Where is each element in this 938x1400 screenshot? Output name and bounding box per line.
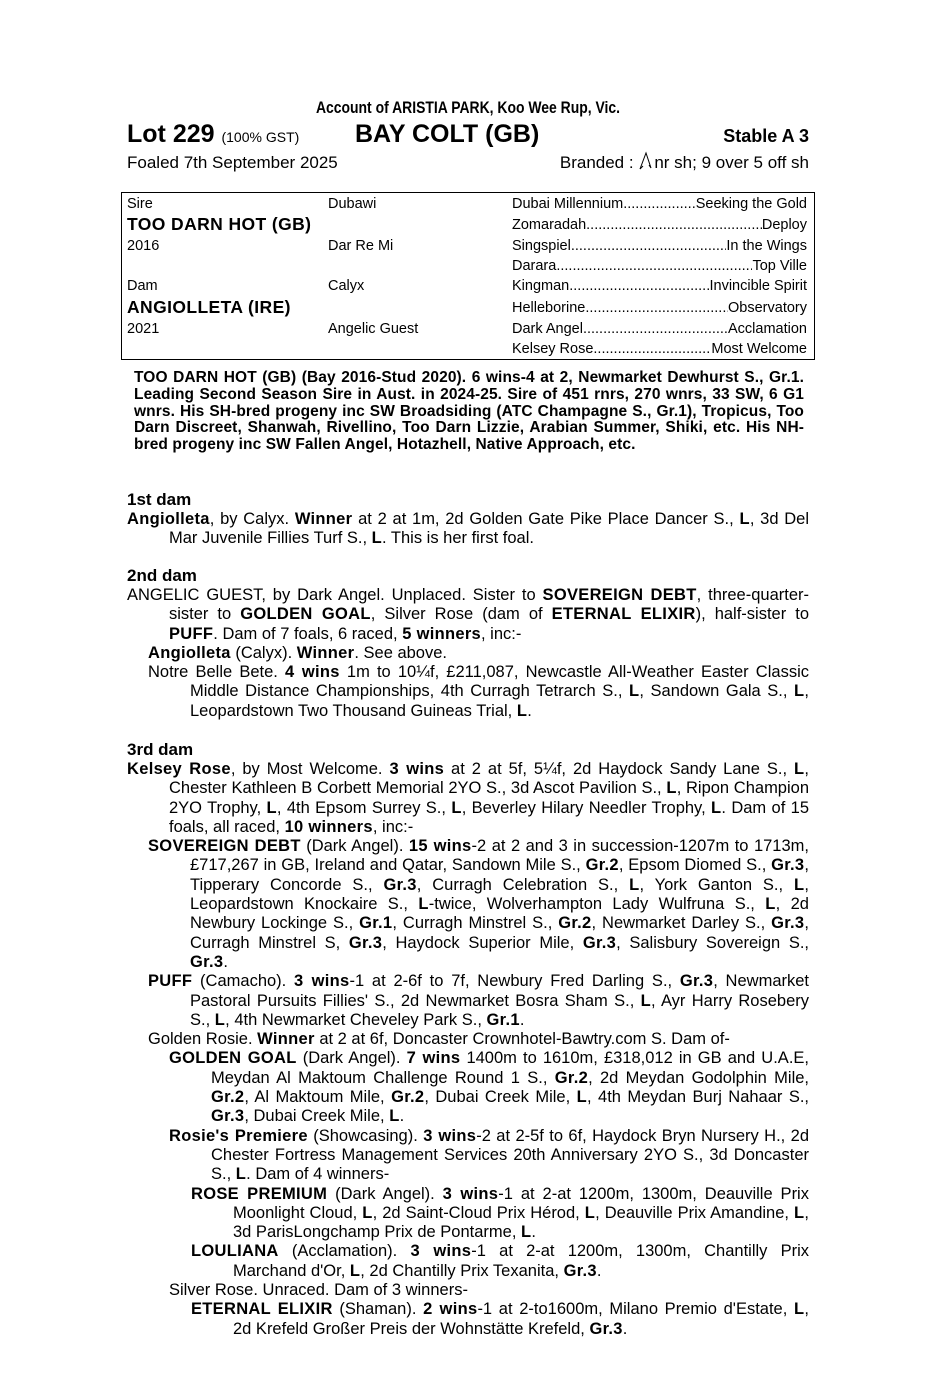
section-heading: 3rd dam [127,740,194,759]
bold-text: L [214,1010,226,1029]
lot-row [127,119,809,149]
bold-text: Winner [296,643,355,662]
progeny-entry: SOVEREIGN DEBT (Dark Angel). 15 wins-2 at 2 and 3 in succession-1207m to 1713m, £717,267 in GB, Ireland and Qatar, Sandown Mile S., Gr.2, Epsom Diomed S., Gr.3, Tipperary Concorde S., Gr.3, Curragh Celebration S., L, York Ganton S., L, Leopardstown Knockaire S., L-twice, Wolverhampton Lady Wulfruna S., L, 2d Newbury Lockinge S., Gr.1, Curragh Minstrel S., Gr.2, Newmarket Darley S., Gr.3, Curragh Minstrel S, Gr.3, Haydock Superior Mile, Gr.3, Salisbury Sovereign S., Gr.3. [148,837,810,971]
foaled-date: Foaled 7th September 2025 [127,153,338,172]
gp-right: Seeking the Gold [695,196,807,212]
bold-text: Angiolleta [127,510,210,528]
vendor-account: Account of ARISTIA PARK, Koo Wee Rup, Vic. [315,98,621,117]
progeny-entry: GOLDEN GOAL (Dark Angel). 7 wins 1400m to 1610m, £318,012 in GB and U.A.E, Meydan Al Maktoum Challenge Round 1 S., Gr.2, 2d Meydan Godolphin Mile, Gr.2, Al Maktoum Mile, Gr.2, Dubai Creek Mile, L, 4th Meydan Burj Nahaar S., Gr.3, Dubai Creek Mile, L. [169,1049,809,1126]
grandparent-row [512,276,807,296]
horse-title: BAY COLT (GB) [355,120,540,148]
third-dam-section [127,740,809,1339]
bold-text: SOVEREIGN DEBT [542,586,697,604]
bold-text: 15 wins [408,837,472,856]
brand-mark-icon [638,151,654,171]
gp-left: Kingman [512,278,570,294]
progeny-entry: Golden Rosie. Winner at 2 at 6f, Doncaster Crownhotel-Bawtry.com S. Dam of- [148,1030,730,1049]
gst-note: (100% GST) [221,129,300,145]
bold-text: GOLDEN GOAL [169,1049,297,1068]
bold-text: Gr.3 [383,875,417,894]
bold-text: 3 wins [410,1242,472,1261]
second-dam-section [127,566,809,721]
bold-text: L [389,1107,400,1126]
progeny-entry: PUFF (Camacho). 3 wins-1 at 2-6f to 7f, Newbury Fred Darling S., Gr.3, Newmarket Pastoral Pursuits Fillies' S., 2d Newmarket Bosra Sham S., L, Ayr Harry Rosebery S., L, 4th Newmarket Cheveley Park S., Gr.1. [148,972,809,1029]
bold-text: L [266,798,277,817]
progeny-entry: Notre Belle Bete. 4 wins 1m to 10¼f, £211,087, Newcastle All-Weather Easter Classic Middle Distance Championships, 4th Curragh Tetrarch S., L, Sandown Gala S., L, Leopardstown Two Thousand Guineas Trial, L. [148,663,809,720]
leader-dots [593,339,711,359]
gp-right: Invincible Spirit [709,278,807,294]
grandparent-row [512,256,807,276]
bold-text: L [629,682,640,701]
leader-dots [586,215,762,235]
bold-text: L [793,760,805,778]
lot-number [127,119,299,152]
section-heading: 1st dam [127,490,192,509]
leader-dots [556,256,752,276]
bold-text: 10 winners [284,817,373,836]
gp-left: Kelsey Rose [512,341,594,357]
bold-text: L [711,798,722,817]
bold-text: Gr.2 [585,856,619,875]
bold-text: Rosie's Premiere [169,1126,308,1145]
bold-text: Gr.3 [348,933,383,952]
bold-text: 3 wins [423,1126,477,1145]
gp-right: Deploy [761,217,807,233]
bold-text: PUFF [148,972,193,991]
bold-text: Gr.2 [558,914,592,933]
gp-right: In the Wings [726,238,807,254]
bold-text: Gr.3 [582,933,617,952]
bold-text: LOULIANA [191,1242,279,1261]
grandparent-row [512,298,807,318]
bold-text: ETERNAL ELIXIR [191,1300,333,1319]
bold-text: Winner [257,1030,315,1049]
bold-text: Winner [294,510,353,528]
bold-text: L [794,682,805,701]
bold-text: 3 wins [389,760,445,778]
sire-year: 2016 [127,238,160,254]
bold-text: PUFF [169,624,214,643]
bold-text: L [765,895,776,914]
progeny-entry: ETERNAL ELIXIR (Shaman). 2 wins-1 at 2-to1600m, Milano Premio d'Estate, L, 2d Krefeld Großer Preis der Wohnstätte Krefeld, Gr.3. [191,1300,809,1338]
leader-dots [623,194,696,214]
bold-text: GOLDEN GOAL [240,605,371,624]
bold-text: L [629,875,640,894]
bold-text: ROSE PREMIUM [191,1184,328,1203]
grandparent-row [512,194,807,214]
bold-text: Gr.3 [771,914,805,933]
bold-text: Angiolleta [148,643,231,662]
bold-text: L [516,701,528,720]
brand-info [560,149,809,177]
dam-year: 2021 [127,321,160,337]
gp-left: Dark Angel [512,321,583,337]
bold-text: Gr.1 [359,914,393,933]
bold-text: Gr.3 [211,1107,245,1126]
section-heading: 2nd dam [127,566,197,585]
gp-right: Acclamation [728,321,807,337]
bold-text: Gr.2 [211,1088,245,1107]
gp-left: Helleborine [512,300,586,316]
lot-label: Lot 229 [127,120,215,148]
leader-dots [569,276,709,296]
gp-left: Singspiel [512,238,571,254]
entry-list [127,760,809,1339]
bold-text: L [584,1203,596,1222]
sire-sire: Dubawi [328,196,377,212]
bold-text: 3 wins [442,1184,499,1203]
grandparent-row [512,339,807,359]
bold-text: Gr.3 [589,1319,623,1338]
gp-left: Darara [512,258,557,274]
pedigree-table [121,192,815,360]
bold-text: Gr.3 [771,856,805,875]
sire-summary: TOO DARN HOT (GB) (Bay 2016-Stud 2020). 6 wins-4 at 2, Newmarket Dewhurst S., Gr.1. Leading Second Season Sire in Aust. in 2024-25. Sire of 451 rnrs, 270 wnrs, 33 SW, 6 G1 wnrs. His SH-bred progeny inc SW Broadsiding (ATC Champagne S., Gr.1), Tropicus, Too Darn Discreet, Shanwah, Rivellino, Too Darn Lizzie, Arabian Summer, Shiki, etc. His NH-bred progeny inc SW Fallen Angel, Hotazhell, Native Approach, etc. [134,369,804,454]
progeny-entry: Rosie's Premiere (Showcasing). 3 wins-2 at 2-5f to 6f, Haydock Bryn Nursery H., 2d Chester Fortress Management Services 20th Anniversary 2YO S., 3d Doncaster S., L. Dam of 4 winners- [169,1126,809,1184]
bold-text: L [666,779,677,798]
progeny-entry: ROSE PREMIUM (Dark Angel). 3 wins-1 at 2-at 1200m, 1300m, Deauville Prix Moonlight Cloud, L, 2d Saint-Cloud Prix Hérod, L, Deauville Prix Amandine, L, 3d ParisLongchamp Prix de Pontarme, L. [191,1184,809,1242]
bold-text: Gr.3 [190,952,224,971]
gp-right: Top Ville [752,258,807,274]
bold-text: Gr.3 [679,972,714,991]
leader-dots [583,319,728,339]
progeny-entry: ANGELIC GUEST, by Dark Angel. Unplaced. Sister to SOVEREIGN DEBT, three-quarter-sister to GOLDEN GOAL, Silver Rose (dam of ETERNAL ELIXIR), half-sister to PUFF. Dam of 7 foals, 6 raced, 5 winners, inc:- [127,586,810,643]
progeny-entry: Silver Rose. Unraced. Dam of 3 winners- [169,1281,468,1300]
foaled-row [127,149,809,177]
gp-left: Dubai Millennium [512,196,624,212]
sire-name: TOO DARN HOT (GB) [127,214,312,234]
bold-text: L [362,1203,373,1222]
bold-text: 4 wins [284,663,340,682]
bold-text: 2 wins [423,1300,478,1319]
dam-label: Dam [127,278,158,294]
leader-dots [571,236,727,256]
bold-text: L [451,798,462,817]
first-dam-section [127,490,809,549]
brand-description: nr sh; 9 over 5 off sh [654,153,809,172]
dam-entry: Angiolleta, by Calyx. Winner at 2 at 1m, 2d Golden Gate Pike Place Dancer S., L, 3d Del Mar Juvenile Fillies Turf S., L. This is her first foal. [127,510,809,548]
bold-text: Gr.3 [563,1261,597,1280]
bold-text: 3 wins [294,972,350,991]
bold-text: ETERNAL ELIXIR [551,605,696,624]
bold-text: L [794,1203,805,1222]
entry-list [127,586,809,721]
bold-text: L [576,1088,588,1107]
dam-dam: Angelic Guest [328,321,419,337]
bold-text: SOVEREIGN DEBT [148,837,301,856]
bold-text: L [794,1300,805,1319]
stable-location: Stable A 3 [723,126,809,146]
bold-text: L [371,529,383,548]
grandparent-row [512,215,807,235]
bold-text: Kelsey Rose [127,760,231,778]
gp-left: Zomaradah [512,217,587,233]
progeny-entry: LOULIANA (Acclamation). 3 wins-1 at 2-at 1200m, 1300m, Chantilly Prix Marchand d'Or, L, 2d Chantilly Prix Texanita, Gr.3. [191,1242,809,1280]
bold-text: L [235,1165,247,1184]
sire-label: Sire [127,196,153,212]
progeny-entry: Kelsey Rose, by Most Welcome. 3 wins at 2 at 5f, 5¼f, 2d Haydock Sandy Lane S., L, Chester Kathleen B Corbett Memorial 2YO S., 3d Ascot Pavilion S., L, Ripon Champion 2YO Trophy, L, 4th Epsom Surrey S., L, Beverley Hilary Needler Trophy, L. Dam of 15 foals, all raced, 10 winners, inc:- [127,760,810,836]
bold-text: L [739,510,750,528]
bold-text: Gr.2 [391,1088,425,1107]
sire-dam: Dar Re Mi [328,238,394,254]
bold-text: L [418,895,429,914]
grandparent-row [512,236,807,256]
catalogue-page [127,97,809,177]
gp-right: Observatory [728,300,807,316]
dam-name: ANGIOLLETA (IRE) [127,297,291,317]
bold-text: 7 wins [406,1049,461,1068]
bold-text: L [521,1223,532,1242]
bold-text: Gr.2 [554,1068,589,1087]
branded-label: Branded : [559,153,634,172]
bold-text: L [794,875,805,894]
dam-sire: Calyx [328,278,365,294]
grandparent-row [512,319,807,339]
leader-dots [585,298,728,318]
bold-text: 5 winners [402,624,482,643]
gp-right: Most Welcome [711,341,807,357]
bold-text: Gr.1 [486,1010,520,1029]
bold-text: L [640,991,651,1010]
progeny-entry: Angiolleta (Calyx). Winner. See above. [148,643,447,662]
bold-text: L [349,1261,361,1280]
